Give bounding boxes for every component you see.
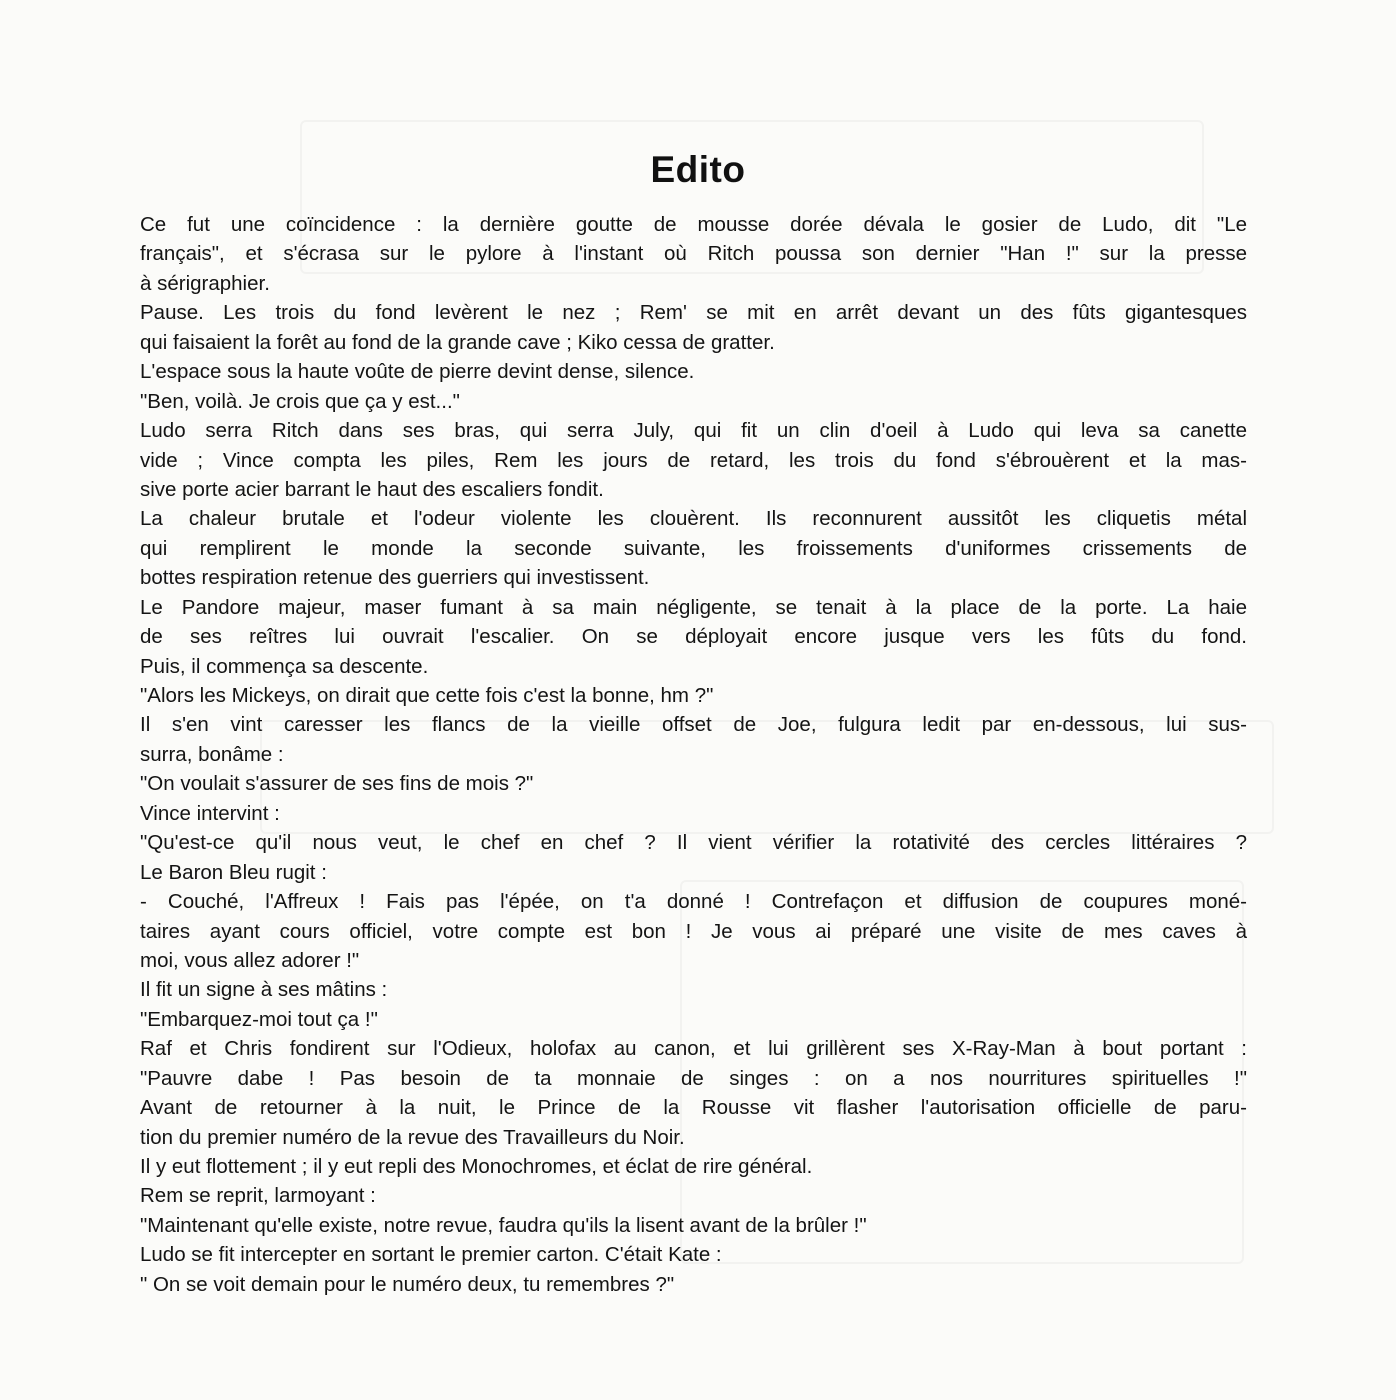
text-line: Vince intervint :	[140, 801, 280, 825]
edito-body-text	[140, 210, 1247, 1299]
text-line: Le Pandore majeur, maser fumant à sa main négligente, se tenait à la place de la porte. La haie	[140, 595, 1247, 619]
text-line: La chaleur brutale et l'odeur violente les clouèrent. Ils reconnurent aussitôt les cliquetis métal	[140, 507, 1247, 531]
text-line: vide ; Vince compta les piles, Rem les jours de retard, les trois du fond s'ébrouèrent et la mas-	[140, 448, 1247, 472]
text-line: Avant de retourner à la nuit, le Prince de la Rousse vit flasher l'autorisation officielle de paru-	[140, 1096, 1247, 1120]
text-line: Il s'en vint caresser les flancs de la vieille offset de Joe, fulgura ledit par en-dessous, lui sus-	[140, 713, 1247, 737]
text-line: "Embarquez-moi tout ça !"	[140, 1007, 378, 1031]
text-line: Pause. Les trois du fond levèrent le nez ; Rem' se mit en arrêt devant un des fûts gigantesques	[140, 301, 1247, 325]
text-line: "Qu'est-ce qu'il nous veut, le chef en chef ? Il vient vérifier la rotativité des cercles littéraires ?	[140, 831, 1247, 855]
text-line: "Pauvre dabe ! Pas besoin de ta monnaie de singes : on a nos nourritures spirituelles !"	[140, 1066, 1247, 1090]
text-line: "Alors les Mickeys, on dirait que cette fois c'est la bonne, hm ?"	[140, 684, 714, 707]
text-line: "Maintenant qu'elle existe, notre revue, faudra qu'ils la lisent avant de la brûler !"	[140, 1213, 867, 1237]
text-line: taires ayant cours officiel, votre compte est bon ! Je vous ai préparé une visite de mes caves à	[140, 919, 1247, 943]
text-line: Ludo serra Ritch dans ses bras, qui serra July, qui fit un clin d'oeil à Ludo qui leva sa canette	[140, 419, 1247, 443]
text-line: Raf et Chris fondirent sur l'Odieux, holofax au canon, et lui grillèrent ses X-Ray-Man à bout portant :	[140, 1037, 1247, 1061]
text-line: Puis, il commença sa descente.	[140, 654, 429, 678]
text-line: Il y eut flottement ; il y eut repli des Monochromes, et éclat de rire général.	[140, 1155, 813, 1178]
text-line: Ludo se fit intercepter en sortant le premier carton. C'était Kate :	[140, 1243, 722, 1267]
text-line: à sérigraphier.	[140, 271, 270, 295]
text-line: Ce fut une coïncidence : la dernière goutte de mousse dorée dévala le gosier de Ludo, dit "Le	[140, 213, 1247, 236]
text-line: Rem se reprit, larmoyant :	[140, 1184, 376, 1208]
text-line: qui remplirent le monde la seconde suivante, les froissements d'uniformes crissements de	[140, 536, 1247, 560]
text-line: qui faisaient la forêt au fond de la grande cave ; Kiko cessa de gratter.	[140, 330, 775, 354]
text-line: moi, vous allez adorer !"	[140, 948, 360, 972]
page-title: Edito	[650, 148, 746, 190]
text-line: L'espace sous la haute voûte de pierre devint dense, silence.	[140, 360, 695, 384]
text-line: "Ben, voilà. Je crois que ça y est..."	[140, 389, 460, 413]
text-line: - Couché, l'Affreux ! Fais pas l'épée, on t'a donné ! Contrefaçon et diffusion de coupures moné-	[140, 890, 1247, 914]
text-line: sive porte acier barrant le haut des escaliers fondit.	[140, 477, 604, 501]
text-line: surra, bonâme :	[140, 742, 284, 766]
text-line: Le Baron Bleu rugit :	[140, 860, 327, 884]
text-line: " On se voit demain pour le numéro deux, tu remembres ?"	[140, 1272, 675, 1296]
text-line: tion du premier numéro de la revue des Travailleurs du Noir.	[140, 1125, 685, 1149]
text-line: de ses reîtres lui ouvrait l'escalier. On se déployait encore jusque vers les fûts du fond.	[140, 625, 1247, 649]
text-line: français", et s'écrasa sur le pylore à l'instant où Ritch poussa son dernier "Han !" sur la presse	[140, 242, 1247, 266]
text-line: bottes respiration retenue des guerriers qui investissent.	[140, 566, 650, 590]
text-line: Il fit un signe à ses mâtins :	[140, 978, 388, 1002]
text-line: "On voulait s'assurer de ses fins de mois ?"	[140, 772, 534, 796]
